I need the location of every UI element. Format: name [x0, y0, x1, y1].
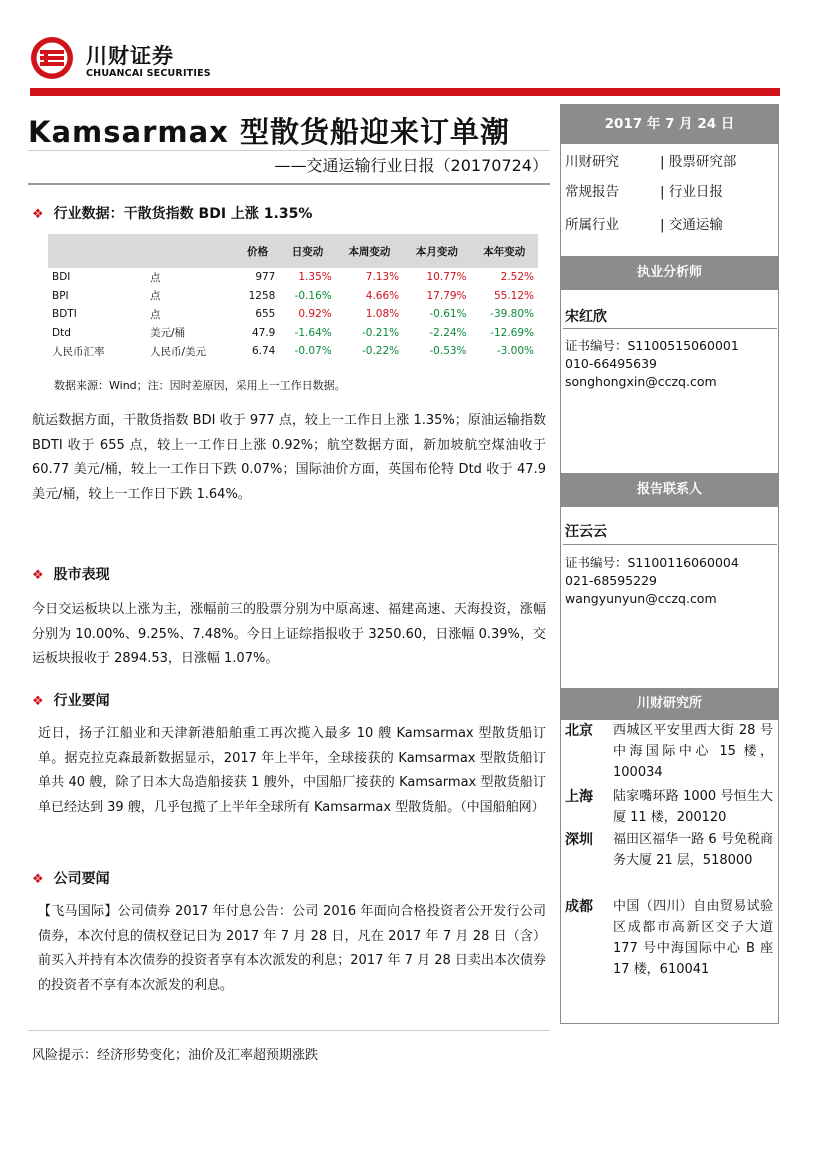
row-name: 人民币汇率 [52, 345, 105, 358]
table-row [48, 324, 538, 343]
section-heading-industry-news [32, 690, 110, 710]
row-week-change: 7.13% [365, 271, 400, 284]
table-header-blank [146, 234, 236, 268]
section-heading-text: 行业要闻 [53, 693, 110, 709]
row-unit: 人民币/美元 [150, 345, 207, 358]
logo-name-cn: 川财证券 [86, 44, 174, 68]
row-name: BPI [52, 289, 69, 302]
header-divider [28, 183, 550, 185]
section-heading-company-news [32, 868, 110, 888]
industry-data-paragraph: 航运数据方面，干散货指数 BDI 收于 977 点，较上一工作日上涨 1.35%；原油运输指数 BDTI 收于 655 点，较上一工作日上涨 0.92%；航空数据方面，新加坡航空煤油收于 60.77 美元/桶，较上一工作日下跌 0.07%；国际油价方面，英国布伦特 Dtd 收于 47.9 美元/桶，较上一工作日下跌 1.64%。 [32, 413, 546, 502]
row-year-change: 55.12% [493, 289, 534, 302]
table-row [48, 305, 538, 324]
section-heading-text: 公司要闻 [53, 871, 110, 887]
diamond-bullet-icon: ❖ [32, 872, 44, 887]
row-month-change: -0.53% [429, 345, 467, 358]
office-city-shanghai: 上海 [565, 789, 593, 805]
report-title: Kamsarmax 型散货船迎来订单潮 [28, 115, 510, 149]
row-week-change: 1.08% [365, 308, 400, 321]
row-day-change: -0.07% [294, 345, 332, 358]
section-heading-stock-market [32, 564, 110, 584]
row-unit: 点 [150, 271, 161, 284]
stock-market-paragraph: 今日交运板块以上涨为主，涨幅前三的股票分别为中原高速、福建高速、天海投资，涨幅分别为 10.00%、9.25%、7.48%。今日上证综指报收于 3250.60，日涨幅 0.39%，交运板块报收于 2894.53，日涨幅 1.07%。 [32, 602, 546, 666]
row-week-change: 4.66% [365, 289, 400, 302]
section-heading-industry-data [32, 203, 312, 223]
row-price: 47.9 [251, 326, 276, 339]
table-header-cell: 本月变动 [403, 234, 470, 268]
risk-warning: 风险提示：经济形势变化；油价及汇率超预期涨跌 [32, 1048, 319, 1063]
row-year-change: -39.80% [490, 308, 534, 321]
section-heading-text: 股市表现 [53, 567, 110, 583]
analyst-cert: 证书编号：S1100515060001 [565, 338, 739, 353]
info-value-text: 股票研究部 [668, 154, 737, 170]
row-year-change: -3.00% [496, 345, 534, 358]
row-month-change: 17.79% [426, 289, 467, 302]
row-month-change: -2.24% [429, 326, 467, 339]
office-city-beijing: 北京 [565, 723, 593, 739]
analyst-heading: 执业分析师 [560, 256, 779, 290]
contact-cert: 证书编号：S1100116060004 [565, 555, 739, 570]
table-row [48, 342, 538, 361]
analyst-email[interactable]: songhongxin@cczq.com [565, 374, 717, 389]
row-day-change: 0.92% [298, 308, 332, 321]
info-key: 常规报告 [565, 184, 619, 200]
data-source-note: 数据来源：Wind；注：因时差原因，采用上一工作日数据。 [54, 379, 346, 392]
row-year-change: -12.69% [490, 326, 534, 339]
row-name: BDI [52, 271, 71, 284]
row-week-change: -0.22% [361, 345, 400, 358]
table-row [48, 287, 538, 306]
analyst-phone: 010-66495639 [565, 356, 657, 371]
row-price: 6.74 [251, 345, 276, 358]
row-day-change: 1.35% [298, 271, 332, 284]
row-price: 655 [255, 308, 276, 321]
report-date: 2017 年 7 月 24 日 [560, 104, 779, 144]
table-header-cell: 本周变动 [336, 234, 403, 268]
diamond-bullet-icon: ❖ [32, 207, 44, 222]
info-key: 所属行业 [565, 217, 619, 233]
table-header-cell: 价格 [236, 234, 279, 268]
table-header-row [48, 234, 538, 268]
table-header-cell: 日变动 [279, 234, 335, 268]
office-address-shanghai: 陆家嘴环路 1000 号恒生大厦 11 楼，200120 [613, 789, 773, 825]
row-unit: 点 [150, 290, 161, 303]
contact-phone: 021-68595229 [565, 573, 657, 588]
header-red-bar [30, 88, 780, 96]
contact-name: 汪云云 [565, 524, 607, 540]
row-day-change: -1.64% [294, 326, 332, 339]
row-month-change: -0.61% [429, 308, 467, 321]
row-name: BDTI [52, 308, 77, 321]
info-value: | 行业日报 [660, 184, 723, 200]
info-key: 川财研究 [565, 154, 619, 170]
industry-news-paragraph: 近日，扬子江船业和天津新港船舶重工再次揽入最多 10 艘 Kamsarmax 型散货船订单。据克拉克森最新数据显示，2017 年上半年，全球接获的 Kamsarmax 型散货船订单共 40 艘，除了日本大岛造船接获 1 艘外，中国船厂接获的 Kamsarmax 型散货船订单已经达到 39 艘，几乎包揽了上半年全球所有 Kamsarmax 型散货船。（中国船舶网） [38, 726, 546, 815]
analyst-divider [563, 328, 777, 329]
contact-divider [563, 544, 777, 545]
table-header-blank [48, 234, 146, 268]
company-logo-icon [30, 36, 74, 80]
office-city-shenzhen: 深圳 [565, 832, 593, 848]
info-value-text: 行业日报 [668, 184, 723, 200]
info-value: | 股票研究部 [660, 154, 737, 170]
company-news-paragraph: 【飞马国际】公司债券 2017 年付息公告：公司 2016 年面向合格投资者公开发行公司债券，本次付息的债权登记日为 2017 年 7 月 28 日，凡在 2017 年 7 月 28 日（含）前买入并持有本次债券的投资者享有本次派发的利息；2017 年 7 月 28 日卖出本次债券的投资者不享有本次派发的利息。 [38, 904, 546, 993]
report-subtitle: ——交通运输行业日报（20170724） [274, 156, 548, 175]
row-price: 977 [255, 271, 276, 284]
section-heading-text: 行业数据：干散货指数 BDI 上涨 1.35% [53, 206, 313, 222]
row-day-change: -0.16% [294, 289, 332, 302]
row-week-change: -0.21% [361, 326, 400, 339]
table-header-cell: 本年变动 [471, 234, 538, 268]
row-price: 1258 [248, 289, 276, 302]
footer-divider [28, 1030, 550, 1031]
row-month-change: 10.77% [426, 271, 467, 284]
institute-heading: 川财研究所 [560, 688, 779, 720]
row-year-change: 2.52% [500, 271, 534, 284]
row-name: Dtd [52, 326, 71, 339]
diamond-bullet-icon: ❖ [32, 694, 44, 709]
table-row [48, 268, 538, 287]
analyst-name: 宋红欣 [565, 309, 607, 325]
info-value-text: 交通运输 [668, 217, 723, 233]
office-city-chengdu: 成都 [565, 899, 593, 915]
office-address-shenzhen: 福田区福华一路 6 号免税商务大厦 21 层，518000 [613, 832, 773, 868]
contact-heading: 报告联系人 [560, 473, 779, 507]
contact-email[interactable]: wangyunyun@cczq.com [565, 591, 717, 606]
title-divider [28, 150, 550, 151]
office-address-chengdu: 中国（四川）自由贸易试验区成都市高新区交子大道 177 号中海国际中心 B 座 17 楼，610041 [613, 899, 773, 977]
market-data-table [48, 234, 538, 361]
logo-name-en: CHUANCAI SECURITIES [86, 68, 211, 79]
row-unit: 点 [150, 308, 161, 321]
info-value: | 交通运输 [660, 217, 723, 233]
diamond-bullet-icon: ❖ [32, 568, 44, 583]
office-address-beijing: 西城区平安里西大街 28 号中海国际中心 15 楼，100034 [613, 723, 773, 780]
row-unit: 美元/桶 [150, 327, 186, 340]
